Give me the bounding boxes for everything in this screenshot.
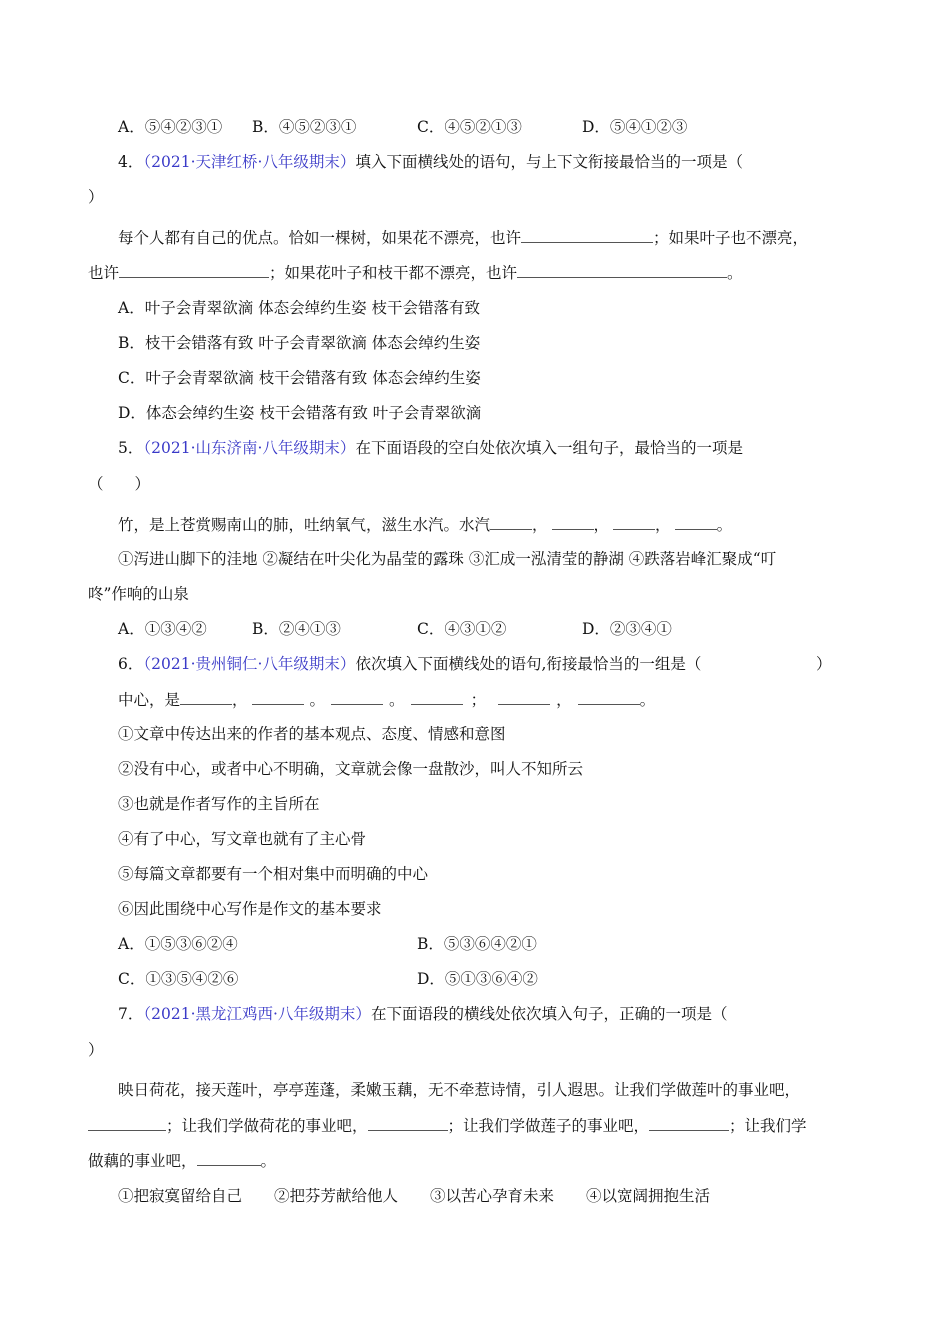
q6-sentence-5: ⑤每篇文章都要有一个相对集中而明确的中心 <box>118 865 429 883</box>
q6-separator: 。 <box>309 691 326 709</box>
q7-passage-line-3 <box>88 1150 276 1170</box>
q7-passage-text: ；让我们学做莲子的事业吧， <box>447 1117 650 1135</box>
q6-sentence-4: ④有了中心，写文章也就有了主心骨 <box>118 830 367 848</box>
q7-sentence-1: ①把寂寞留给自己 <box>118 1187 243 1205</box>
q6-separator: 。 <box>389 691 405 709</box>
q6-sentence-3: ③也就是作者写作的主旨所在 <box>118 795 320 813</box>
q6-stem: 依次填入下面横线处的语句,衔接最恰当的一组是（ <box>355 655 702 673</box>
q6-blank-2 <box>252 689 304 705</box>
q4-blank-2 <box>119 262 269 278</box>
q6-passage-text: 中心，是 <box>118 691 181 709</box>
q7-passage-text: 做藕的事业吧， <box>88 1152 197 1170</box>
q5-answer-paren: （ ） <box>88 475 151 493</box>
q6-number: 6． <box>118 655 144 673</box>
q7-period: 。 <box>260 1152 277 1170</box>
q7-blank-2 <box>368 1115 448 1131</box>
q5-separator: ， <box>593 516 610 534</box>
q6-stem-close: ） <box>816 655 832 673</box>
q3-option-c: C．④⑤②①③ <box>417 118 522 136</box>
q6-blank-4 <box>411 689 463 705</box>
q4-option-b: B．枝干会错落有致 叶子会青翠欲滴 体态会绰约生姿 <box>118 334 481 352</box>
q4-passage-text: 也许 <box>88 264 120 282</box>
q6-sentence-1: ①文章中传达出来的作者的基本观点、态度、情感和意图 <box>118 725 506 743</box>
q7-passage-line-1: 映日荷花，接天莲叶，亭亭莲蓬，柔嫩玉藕，无不牵惹诗情，引人遐思。让我们学做莲叶的事业吧， <box>118 1081 801 1099</box>
q5-separator: ， <box>655 516 671 534</box>
q4-blank-3 <box>517 262 727 278</box>
q5-option-c: C．④③①② <box>417 620 507 638</box>
q4-option-c: C．叶子会青翠欲滴 枝干会错落有致 体态会绰约生姿 <box>118 369 481 387</box>
q7-sentence-4: ④以宽阔拥抱生活 <box>586 1187 711 1205</box>
q5-sentences-line-1: ①泻进山脚下的洼地 ②凝结在叶尖化为晶莹的露珠 ③汇成一泓清莹的静湖 ④跌落岩峰汇聚成“叮 <box>118 550 777 568</box>
q6-blank-3 <box>331 689 383 705</box>
q7-blank-3 <box>649 1115 729 1131</box>
q6-option-a: A．①⑤③⑥②④ <box>118 935 238 953</box>
q7-source: （2021·黑龙江鸡西·八年级期末） <box>143 1005 371 1023</box>
q7-passage-text: ；让我们学 <box>729 1117 807 1135</box>
q7-passage-line-2 <box>88 1115 807 1135</box>
q6-separator: ； <box>470 691 487 709</box>
q4-passage-text: ；如果花叶子和枝干都不漂亮，也许 <box>269 264 518 282</box>
q6-period: 。 <box>639 691 656 709</box>
q6-separator: ， <box>556 691 572 709</box>
q4-passage-line-2 <box>88 262 743 282</box>
q5-blank-4 <box>675 514 717 530</box>
q6-blank-1 <box>180 689 232 705</box>
q4-passage-line-1 <box>118 227 808 247</box>
q5-option-d: D．②③④① <box>582 620 672 638</box>
q6-sentence-6: ⑥因此围绕中心写作是作文的基本要求 <box>118 900 382 918</box>
q6-blank-6 <box>578 689 640 705</box>
q5-blank-2 <box>552 514 594 530</box>
q7-sentences-line <box>118 1186 710 1206</box>
q5-source: （2021·山东济南·八年级期末） <box>143 439 356 457</box>
q5-blank-1 <box>490 514 532 530</box>
q4-passage-text: 。 <box>727 264 743 282</box>
q4-blank-1 <box>521 227 653 243</box>
q4-option-a: A．叶子会青翠欲滴 体态会绰约生姿 枝干会错落有致 <box>118 299 481 317</box>
q5-sentences-line-2: 咚”作响的山泉 <box>88 585 189 603</box>
q7-number: 7． <box>118 1005 144 1023</box>
q7-blank-1 <box>88 1115 166 1131</box>
q4-stem-line <box>118 152 743 172</box>
q3-option-d: D．⑤④①②③ <box>582 118 688 136</box>
q4-source: （2021·天津红桥·八年级期末） <box>143 153 356 171</box>
q6-separator: ， <box>232 691 248 709</box>
q7-passage-text: ；让我们学做荷花的事业吧， <box>166 1117 368 1135</box>
q7-blank-4 <box>197 1150 261 1166</box>
q5-option-a: A．①③④② <box>118 620 207 638</box>
q7-sentence-3: ③以苦心孕育未来 <box>430 1187 555 1205</box>
q7-sentence-2: ②把芬芳献给他人 <box>274 1187 399 1205</box>
q5-passage-text: 竹，是上苍赏赐南山的肺，吐纳氧气，滋生水汽。水汽 <box>118 516 491 534</box>
q6-passage-line <box>118 689 655 709</box>
q5-passage-line <box>118 514 732 534</box>
q4-stem: 填入下面横线处的语句，与上下文衔接最恰当的一项是（ <box>355 153 743 171</box>
q6-blank-5 <box>498 689 550 705</box>
q3-option-a: A．⑤④②③① <box>118 118 223 136</box>
q4-number: 4． <box>118 153 144 171</box>
q4-stem-close: ） <box>88 188 104 206</box>
q7-stem: 在下面语段的横线处依次填入句子，正确的一项是（ <box>370 1005 728 1023</box>
q5-option-b: B．②④①③ <box>252 620 341 638</box>
q4-passage-text: 每个人都有自己的优点。恰如一棵树，如果花不漂亮，也许 <box>118 229 522 247</box>
q7-stem-close: ） <box>88 1041 104 1059</box>
q6-option-d: D．⑤①③⑥④② <box>417 970 538 988</box>
q5-separator: ， <box>532 516 548 534</box>
q5-blank-3 <box>613 514 655 530</box>
q4-passage-text: ；如果叶子也不漂亮， <box>653 229 809 247</box>
q7-stem-line <box>118 1004 727 1024</box>
q3-option-b: B．④⑤②③① <box>252 118 357 136</box>
q5-stem: 在下面语段的空白处依次填入一组句子，最恰当的一项是 <box>355 439 743 457</box>
q5-stem-line <box>118 438 743 458</box>
q6-stem-line <box>118 654 701 674</box>
q5-number: 5． <box>118 439 144 457</box>
q4-option-d: D．体态会绰约生姿 枝干会错落有致 叶子会青翠欲滴 <box>118 404 482 422</box>
q6-option-c: C．①③⑤④②⑥ <box>118 970 239 988</box>
q6-source: （2021·贵州铜仁·八年级期末） <box>143 655 356 673</box>
q5-period: 。 <box>716 516 733 534</box>
q6-option-b: B．⑤③⑥④②① <box>417 935 537 953</box>
q6-sentence-2: ②没有中心，或者中心不明确，文章就会像一盘散沙，叫人不知所云 <box>118 760 584 778</box>
